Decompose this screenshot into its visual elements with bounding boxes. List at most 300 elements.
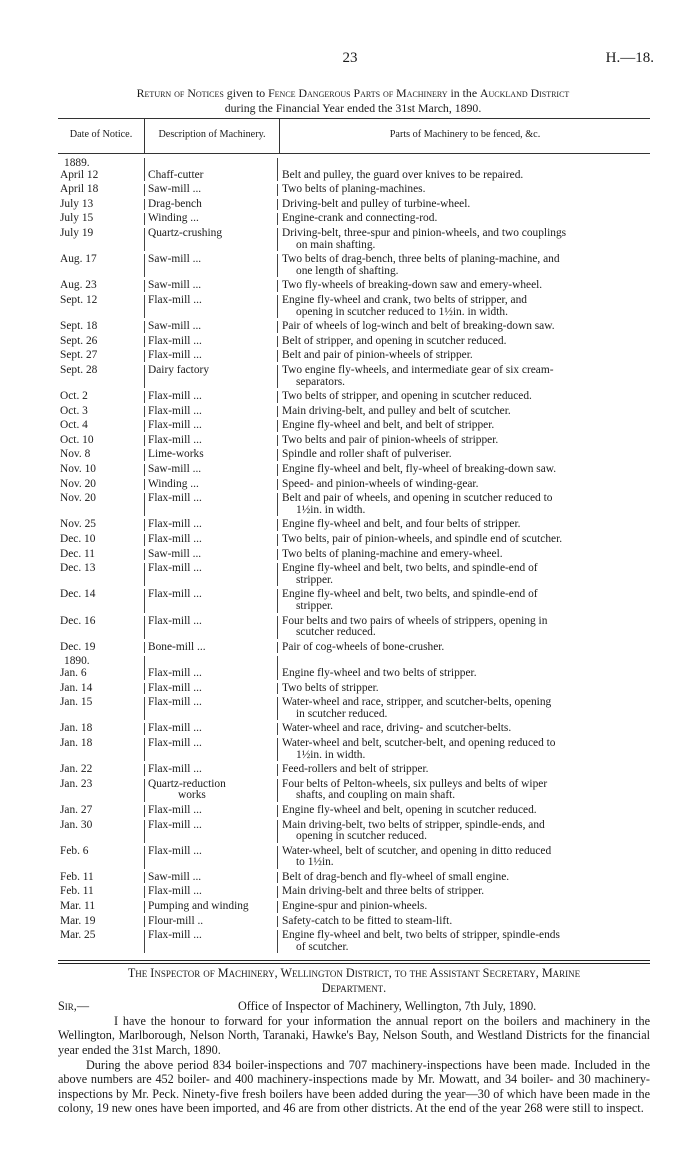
- year-spacer: [278, 158, 650, 170]
- parts-text: Main driving-belt, two belts of stripper, spindle-ends, and: [282, 818, 545, 831]
- parts-text: Two engine fly-wheels, and intermediate gear of six cream-: [282, 363, 554, 376]
- notice-date: [58, 420, 144, 432]
- parts-to-fence: [278, 779, 650, 802]
- notice-date-text: Mar. 11: [60, 901, 96, 913]
- machinery-description: [144, 435, 278, 447]
- notice-date: [58, 280, 144, 292]
- notice-date: [58, 336, 144, 348]
- notice-date: [58, 493, 144, 516]
- table-row: [58, 738, 650, 761]
- parts-to-fence: [278, 683, 650, 695]
- table-title: [58, 86, 648, 116]
- notice-date: [58, 642, 144, 654]
- parts-text-cont: in scutcher reduced.: [296, 707, 388, 720]
- notice-date-text: Jan. 22: [60, 764, 93, 776]
- table-row: [58, 642, 650, 654]
- parts-text: Water-wheel and race, driving- and scutcher-belts.: [282, 722, 512, 735]
- table-row: [58, 820, 650, 843]
- machinery-description: [144, 549, 278, 561]
- machinery-description: [144, 738, 278, 761]
- table-row: [58, 901, 650, 913]
- year-label: 1890.: [64, 656, 90, 668]
- table-row: [58, 916, 650, 928]
- letter-salutation: Sir,—: [58, 999, 90, 1014]
- col-header-parts: Parts of Machinery to be fenced, &c.: [389, 129, 541, 140]
- machinery-description: [144, 930, 278, 953]
- notice-date-text: Jan. 30: [60, 819, 93, 831]
- notice-date: [58, 563, 144, 586]
- table-row: [58, 391, 650, 403]
- parts-text: Engine fly-wheel and belt, two belts, and spindle-end of: [282, 562, 538, 575]
- letter-heading-1: The Inspector of Machinery, Wellington District, to the Assistant Secretary, Marine: [127, 966, 581, 980]
- notice-date: [58, 519, 144, 531]
- table-row: [58, 170, 650, 182]
- notice-date: [58, 391, 144, 403]
- machinery-description: [144, 886, 278, 898]
- parts-text: Belt of drag-bench and fly-wheel of small engine.: [282, 870, 510, 883]
- notice-date-text: Sept. 26: [60, 335, 98, 347]
- parts-to-fence: [278, 764, 650, 776]
- notice-date-text: Jan. 18: [60, 723, 93, 735]
- table-row: [58, 779, 650, 802]
- machinery-text: Flax-mill ...: [148, 764, 202, 776]
- parts-text-cont: on main shafting.: [296, 238, 376, 251]
- notice-date: [58, 916, 144, 928]
- machinery-description: [144, 616, 278, 639]
- parts-to-fence: [278, 199, 650, 211]
- machinery-text: Flax-mill ...: [148, 434, 202, 446]
- machinery-description: [144, 534, 278, 546]
- title-part-2: given to: [223, 86, 269, 100]
- parts-text: Two belts of planing-machine and emery-wheel.: [282, 547, 503, 560]
- machinery-text: Flax-mill ...: [148, 534, 202, 546]
- machinery-description: [144, 493, 278, 516]
- notice-date: [58, 254, 144, 277]
- table-row: [58, 449, 650, 461]
- letter-heading-2: Department.: [321, 980, 387, 995]
- notice-date-text: July 19: [60, 227, 94, 239]
- machinery-text: Flax-mill ...: [148, 294, 202, 306]
- parts-text: Two belts and pair of pinion-wheels of stripper.: [282, 433, 499, 446]
- parts-to-fence: [278, 391, 650, 403]
- machinery-text: Flax-mill ...: [148, 697, 202, 709]
- parts-to-fence: [278, 846, 650, 869]
- notice-date: [58, 723, 144, 735]
- table-row: [58, 479, 650, 491]
- table-row: [58, 723, 650, 735]
- table-row: [58, 365, 650, 388]
- table-row: [58, 683, 650, 695]
- col-header-machinery: Description of Machinery.: [144, 119, 280, 153]
- machinery-description: [144, 280, 278, 292]
- parts-text: Belt and pair of pinion-wheels of stripper.: [282, 349, 473, 362]
- parts-to-fence: [278, 563, 650, 586]
- parts-text: Engine-spur and pinion-wheels.: [282, 900, 428, 913]
- machinery-text: Dairy factory: [148, 364, 210, 376]
- notice-date-text: Nov. 20: [60, 493, 96, 505]
- machinery-text: Flax-mill ...: [148, 420, 202, 432]
- parts-to-fence: [278, 280, 650, 292]
- parts-to-fence: [278, 365, 650, 388]
- table-row: [58, 697, 650, 720]
- notice-date: [58, 779, 144, 802]
- machinery-description: [144, 563, 278, 586]
- col-header-date: Date of Notice.: [69, 129, 133, 140]
- parts-text: Feed-rollers and belt of stripper.: [282, 763, 429, 776]
- parts-to-fence: [278, 336, 650, 348]
- notice-date: [58, 901, 144, 913]
- machinery-description: [144, 365, 278, 388]
- machinery-text: Flax-mill ...: [148, 930, 202, 942]
- parts-to-fence: [278, 184, 650, 196]
- parts-to-fence: [278, 668, 650, 680]
- machinery-description: [144, 697, 278, 720]
- notice-date: [58, 213, 144, 225]
- notice-date: [58, 738, 144, 761]
- parts-to-fence: [278, 479, 650, 491]
- parts-text: Driving-belt, three-spur and pinion-wheels, and two couplings: [282, 226, 567, 239]
- machinery-text: Flax-mill ...: [148, 493, 202, 505]
- machinery-description: [144, 668, 278, 680]
- letter-office-line: Office of Inspector of Machinery, Wellington, 7th July, 1890.: [238, 999, 537, 1014]
- machinery-text: Flax-mill ...: [148, 615, 202, 627]
- table-row: [58, 519, 650, 531]
- parts-text: Engine fly-wheel and belt, two belts, and spindle-end of: [282, 588, 538, 601]
- machinery-text: Saw-mill ...: [148, 184, 202, 196]
- notice-date: [58, 406, 144, 418]
- machinery-description: [144, 321, 278, 333]
- machinery-text: Flax-mill ...: [148, 886, 202, 898]
- parts-text: Water-wheel, belt of scutcher, and opening in ditto reduced: [282, 844, 552, 857]
- parts-text-cont: opening in scutcher reduced to 1½in. in width.: [296, 305, 508, 318]
- table-row: [58, 930, 650, 953]
- parts-text: Engine fly-wheel and belt, opening in scutcher reduced.: [282, 803, 537, 816]
- parts-text: Two belts of planing-machines.: [282, 183, 426, 196]
- parts-text: Engine fly-wheel and belt, and belt of stripper.: [282, 419, 495, 432]
- notice-date-text: April 18: [60, 184, 99, 196]
- machinery-description: [144, 213, 278, 225]
- parts-text: Pair of wheels of log-winch and belt of breaking-down saw.: [282, 320, 555, 333]
- letter-paragraph-2: During the above period 834 boiler-inspections and 707 machinery-inspections have been made. Included in the above numbers are 452 boiler- and 400 machinery-inspections made by Mr. Mowatt, and 34 boiler- and 30 machinery-inspections by Mr. Peck. Ninety-five fresh boilers have been added during the year—30 of which have been made in the colony, 19 new ones have been imported, and 46 are from other districts. At the end of the year 268 were still to inspect.: [58, 1057, 650, 1116]
- machinery-description: [144, 184, 278, 196]
- parts-text-cont: opening in scutcher reduced.: [296, 830, 427, 843]
- machinery-description: [144, 805, 278, 817]
- parts-text: Main driving-belt and three belts of stripper.: [282, 885, 485, 898]
- machinery-text: Saw-mill ...: [148, 464, 202, 476]
- machinery-text: Flax-mill ...: [148, 804, 202, 816]
- notice-date: [58, 350, 144, 362]
- parts-to-fence: [278, 350, 650, 362]
- machinery-text: Chaff-cutter: [148, 169, 204, 181]
- table-row: [58, 199, 650, 211]
- machinery-description: [144, 779, 278, 802]
- machinery-text: Flax-mill ...: [148, 845, 202, 857]
- parts-text: Water-wheel and race, stripper, and scutcher-belts, opening: [282, 696, 552, 709]
- parts-to-fence: [278, 872, 650, 884]
- parts-text-cont: to 1½in.: [296, 856, 334, 869]
- notice-date: [58, 184, 144, 196]
- table-row: [58, 464, 650, 476]
- year-spacer: [144, 158, 278, 170]
- notice-date: [58, 170, 144, 182]
- year-spacer: [144, 656, 278, 668]
- parts-to-fence: [278, 930, 650, 953]
- parts-text: Four belts and two pairs of wheels of strippers, opening in: [282, 614, 548, 627]
- parts-text-cont: stripper.: [296, 573, 334, 586]
- parts-to-fence: [278, 805, 650, 817]
- parts-text: Two belts, pair of pinion-wheels, and spindle end of scutcher.: [282, 533, 563, 546]
- title-line-2: during the Financial Year ended the 31st March, 1890.: [224, 101, 482, 115]
- parts-text: Safety-catch to be fitted to steam-lift.: [282, 914, 453, 927]
- machinery-text-cont: works: [178, 789, 206, 802]
- machinery-text: Flax-mill ...: [148, 405, 202, 417]
- machinery-description: [144, 420, 278, 432]
- parts-text: Driving-belt and pulley of turbine-wheel.: [282, 197, 471, 210]
- machinery-text: Drag-bench: [148, 198, 202, 210]
- machinery-description: [144, 642, 278, 654]
- notice-date-text: Aug. 17: [60, 254, 97, 266]
- parts-text: Two fly-wheels of breaking-down saw and emery-wheel.: [282, 279, 543, 292]
- parts-text-cont: separators.: [296, 375, 346, 388]
- parts-to-fence: [278, 321, 650, 333]
- table-row: [58, 228, 650, 251]
- machinery-description: [144, 916, 278, 928]
- machinery-description: [144, 846, 278, 869]
- notice-date-text: Oct. 4: [60, 420, 88, 432]
- notice-date-text: Nov. 8: [60, 449, 91, 461]
- parts-text: Water-wheel and belt, scutcher-belt, and opening reduced to: [282, 736, 556, 749]
- parts-text: Spindle and roller shaft of pulveriser.: [282, 448, 452, 461]
- notice-date-text: Jan. 27: [60, 804, 93, 816]
- machinery-text: Flax-mill ...: [148, 682, 202, 694]
- notice-date-text: Jan. 14: [60, 682, 93, 694]
- parts-to-fence: [278, 589, 650, 612]
- notice-date: [58, 616, 144, 639]
- notice-date-text: Feb. 11: [60, 886, 94, 898]
- table-bottom-rule: [58, 960, 650, 961]
- parts-text: Belt of stripper, and opening in scutcher reduced.: [282, 334, 507, 347]
- parts-text: Speed- and pinion-wheels of winding-gear.: [282, 477, 479, 490]
- year-row: [58, 158, 650, 170]
- notice-date-text: Jan. 6: [60, 667, 87, 679]
- parts-to-fence: [278, 295, 650, 318]
- notice-date: [58, 764, 144, 776]
- notice-date: [58, 365, 144, 388]
- title-line-1: [58, 86, 648, 101]
- table-bottom-rule-2: [58, 963, 650, 964]
- notice-date-text: Nov. 25: [60, 519, 96, 531]
- parts-to-fence: [278, 616, 650, 639]
- letter-address-line: [58, 999, 650, 1014]
- parts-text: Engine fly-wheel and belt, fly-wheel of breaking-down saw.: [282, 463, 557, 476]
- notice-date-text: Dec. 13: [60, 563, 96, 575]
- table-row: [58, 616, 650, 639]
- table-row: [58, 846, 650, 869]
- notice-date-text: Dec. 14: [60, 589, 96, 601]
- machinery-description: [144, 464, 278, 476]
- parts-text: Belt and pair of wheels, and opening in scutcher reduced to: [282, 492, 553, 505]
- notice-date: [58, 199, 144, 211]
- notice-date-text: Sept. 18: [60, 321, 98, 333]
- notice-date-text: Nov. 10: [60, 464, 96, 476]
- parts-text-cont: 1½in. in width.: [296, 503, 366, 516]
- machinery-description: [144, 350, 278, 362]
- machinery-description: [144, 228, 278, 251]
- machinery-text: Flax-mill ...: [148, 563, 202, 575]
- parts-text-cont: scutcher reduced.: [296, 626, 376, 639]
- machinery-description: [144, 723, 278, 735]
- machinery-text: Saw-mill ...: [148, 321, 202, 333]
- parts-text: Main driving-belt, and pulley and belt of scutcher.: [282, 404, 511, 417]
- notice-date-text: Sept. 12: [60, 294, 98, 306]
- notice-date-text: July 15: [60, 213, 94, 225]
- notice-date: [58, 805, 144, 817]
- parts-to-fence: [278, 519, 650, 531]
- parts-to-fence: [278, 435, 650, 447]
- machinery-description: [144, 170, 278, 182]
- machinery-text: Lime-works: [148, 449, 204, 461]
- table-row: [58, 184, 650, 196]
- machinery-description: [144, 449, 278, 461]
- machinery-text: Saw-mill ...: [148, 280, 202, 292]
- notice-date-text: Dec. 16: [60, 615, 96, 627]
- table-row: [58, 254, 650, 277]
- document-reference: H.—18.: [605, 50, 654, 66]
- machinery-text: Flax-mill ...: [148, 519, 202, 531]
- parts-text-cont: stripper.: [296, 600, 334, 612]
- notice-date-text: Dec. 11: [60, 548, 96, 560]
- machinery-text: Flax-mill ...: [148, 737, 202, 749]
- notice-date: [58, 321, 144, 333]
- table-header-row: [58, 119, 650, 153]
- parts-text: Two belts of stripper, and opening in scutcher reduced.: [282, 390, 532, 403]
- table-row: [58, 336, 650, 348]
- parts-to-fence: [278, 549, 650, 561]
- parts-text: Belt and pulley, the guard over knives to be repaired.: [282, 168, 524, 181]
- title-part-5: Auckland District: [480, 86, 570, 100]
- table-row: [58, 805, 650, 817]
- machinery-text: Flour-mill ..: [148, 915, 204, 927]
- machinery-description: [144, 406, 278, 418]
- parts-text: Four belts of Pelton-wheels, six pulleys and belts of wiper: [282, 777, 548, 790]
- notice-date-text: April 12: [60, 169, 99, 181]
- notice-date: [58, 549, 144, 561]
- notice-date: [58, 930, 144, 953]
- table-row: [58, 435, 650, 447]
- notice-date: [58, 534, 144, 546]
- parts-to-fence: [278, 738, 650, 761]
- machinery-description: [144, 391, 278, 403]
- parts-text: Two belts of drag-bench, three belts of planing-machine, and: [282, 253, 560, 266]
- parts-text: Engine-crank and connecting-rod.: [282, 212, 438, 225]
- notice-date-text: Jan. 18: [60, 737, 93, 749]
- parts-to-fence: [278, 493, 650, 516]
- page-number: 23: [342, 50, 358, 66]
- notice-date-text: Sept. 28: [60, 364, 98, 376]
- row-gap: [58, 953, 650, 956]
- parts-to-fence: [278, 406, 650, 418]
- notice-date: [58, 589, 144, 612]
- parts-text-cont: shafts, and coupling on main shaft.: [296, 789, 456, 802]
- machinery-text: Saw-mill ...: [148, 871, 202, 883]
- notice-date-text: Jan. 23: [60, 778, 93, 790]
- table-row: [58, 321, 650, 333]
- parts-to-fence: [278, 228, 650, 251]
- machinery-description: [144, 872, 278, 884]
- notice-date-text: Dec. 10: [60, 534, 96, 546]
- machinery-description: [144, 479, 278, 491]
- parts-text: Pair of cog-wheels of bone-crusher.: [282, 640, 445, 653]
- machinery-text: Winding ...: [148, 478, 199, 490]
- machinery-text: Flax-mill ...: [148, 589, 202, 601]
- notice-date-text: Oct. 10: [60, 434, 94, 446]
- machinery-text: Pumping and winding: [148, 901, 249, 913]
- parts-to-fence: [278, 901, 650, 913]
- notice-date: [58, 295, 144, 318]
- table-row: [58, 350, 650, 362]
- machinery-description: [144, 295, 278, 318]
- notice-date-text: Nov. 20: [60, 478, 96, 490]
- parts-to-fence: [278, 213, 650, 225]
- parts-text: Two belts of stripper.: [282, 681, 379, 694]
- parts-text: Engine fly-wheel and belt, and four belts of stripper.: [282, 518, 521, 531]
- table-row: [58, 493, 650, 516]
- machinery-text: Flax-mill ...: [148, 335, 202, 347]
- parts-text-cont: one length of shafting.: [296, 264, 399, 277]
- table-row: [58, 589, 650, 612]
- machinery-text: Flax-mill ...: [148, 391, 202, 403]
- machinery-description: [144, 254, 278, 277]
- table-row: [58, 549, 650, 561]
- parts-text-cont: 1½in. in width.: [296, 748, 366, 761]
- table-row: [58, 764, 650, 776]
- machinery-description: [144, 764, 278, 776]
- notice-date: [58, 435, 144, 447]
- notice-date-text: Sept. 27: [60, 350, 98, 362]
- machinery-text: Flax-mill ...: [148, 350, 202, 362]
- letter-section: [58, 966, 650, 1116]
- machinery-description: [144, 519, 278, 531]
- table-row: [58, 534, 650, 546]
- title-part-3: Fence Dangerous Parts of Machinery: [268, 86, 448, 100]
- notice-date: [58, 668, 144, 680]
- machinery-text: Flax-mill ...: [148, 819, 202, 831]
- notice-date: [58, 846, 144, 869]
- notice-date: [58, 886, 144, 898]
- parts-to-fence: [278, 449, 650, 461]
- machinery-text: Quartz-reduction: [148, 778, 226, 790]
- notice-date-text: July 13: [60, 198, 94, 210]
- notice-date-text: Aug. 23: [60, 280, 97, 292]
- table-row: [58, 563, 650, 586]
- table-row: [58, 213, 650, 225]
- machinery-description: [144, 199, 278, 211]
- notice-date-text: Mar. 25: [60, 930, 96, 942]
- letter-paragraph-1: I have the honour to forward for your information the annual report on the boilers and machinery in the Wellington, Marlborough, Nelson North, Taranaki, Hawke's Bay, Nelson South, and Westland Districts for the financial year ended the 31st March, 1890.: [58, 1013, 650, 1057]
- machinery-description: [144, 589, 278, 612]
- table-row: [58, 406, 650, 418]
- notice-date-text: Jan. 15: [60, 697, 93, 709]
- notice-date: [58, 228, 144, 251]
- machinery-text: Flax-mill ...: [148, 723, 202, 735]
- machinery-description: [144, 683, 278, 695]
- notices-table: [58, 118, 650, 964]
- machinery-description: [144, 901, 278, 913]
- table-row: [58, 886, 650, 898]
- parts-text-cont: of scutcher.: [296, 940, 349, 953]
- notice-date: [58, 479, 144, 491]
- year-label: 1889.: [64, 158, 90, 169]
